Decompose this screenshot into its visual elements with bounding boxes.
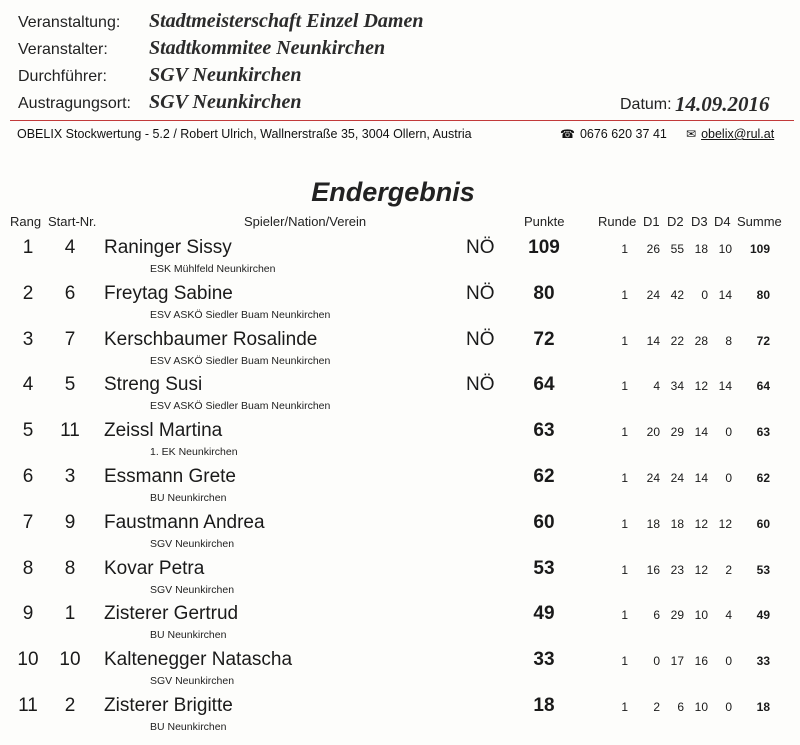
table-row bbox=[0, 325, 800, 371]
table-row bbox=[0, 416, 800, 462]
club-name: BU Neunkirchen bbox=[150, 492, 227, 504]
points-cell: 49 bbox=[533, 603, 555, 625]
rank-cell: 10 bbox=[17, 649, 39, 671]
total-cell: 80 bbox=[756, 287, 770, 302]
round-cell: 1 bbox=[621, 333, 628, 348]
rank-cell: 4 bbox=[22, 374, 34, 396]
player-name: Essmann Grete bbox=[104, 466, 236, 487]
points-cell: 18 bbox=[533, 695, 555, 716]
d2-cell: 34 bbox=[670, 379, 684, 394]
software-credit: OBELIX Stockwertung - 5.2 / Robert Ulrich, Wallnerstraße 35, 3004 Ollern, Austria bbox=[17, 127, 472, 141]
round-cell: 1 bbox=[621, 471, 628, 485]
d3-cell: 28 bbox=[694, 333, 708, 348]
d2-cell: 6 bbox=[677, 700, 684, 714]
total-cell: 49 bbox=[756, 608, 770, 623]
d4-cell: 14 bbox=[718, 379, 732, 394]
d1-cell: 14 bbox=[646, 333, 660, 348]
col-spieler: Spieler/Nation/Verein bbox=[244, 214, 367, 229]
col-d2: D2 bbox=[667, 214, 684, 229]
table-row bbox=[0, 554, 800, 600]
player-name: Zisterer Gertrud bbox=[104, 603, 239, 625]
points-cell: 80 bbox=[533, 282, 555, 304]
nation-cell: NÖ bbox=[466, 237, 495, 258]
d1-cell: 4 bbox=[653, 379, 660, 394]
d1-cell: 24 bbox=[646, 287, 660, 302]
round-cell: 1 bbox=[621, 562, 628, 577]
table-row bbox=[0, 462, 800, 508]
d2-cell: 18 bbox=[670, 516, 684, 531]
table-row bbox=[0, 691, 800, 737]
player-name: Raninger Sissy bbox=[104, 237, 232, 258]
points-cell: 62 bbox=[533, 466, 555, 487]
total-cell: 60 bbox=[756, 516, 770, 531]
rank-cell: 3 bbox=[22, 328, 34, 350]
col-rang: Rang bbox=[10, 214, 42, 229]
nation-cell: NÖ bbox=[466, 282, 495, 304]
table-row bbox=[0, 233, 800, 279]
d4-cell: 8 bbox=[725, 333, 732, 348]
d2-cell: 17 bbox=[670, 654, 684, 669]
total-cell: 64 bbox=[756, 379, 770, 394]
total-cell: 63 bbox=[756, 425, 770, 440]
d3-cell: 10 bbox=[694, 608, 708, 623]
points-cell: 60 bbox=[533, 511, 555, 533]
d1-cell: 20 bbox=[646, 425, 660, 440]
event-value: Stadtmeisterschaft Einzel Damen bbox=[149, 10, 424, 32]
player-name: Freytag Sabine bbox=[104, 282, 233, 304]
table-row bbox=[0, 645, 800, 691]
player-name: Faustmann Andrea bbox=[104, 511, 265, 533]
player-name: Kerschbaumer Rosalinde bbox=[104, 328, 318, 350]
points-cell: 53 bbox=[533, 557, 555, 579]
rank-cell: 2 bbox=[22, 282, 34, 304]
round-cell: 1 bbox=[621, 654, 628, 669]
player-name: Zeissl Martina bbox=[104, 420, 223, 442]
table-row bbox=[0, 279, 800, 325]
d1-cell: 26 bbox=[646, 242, 660, 256]
phone-number: 0676 620 37 41 bbox=[579, 127, 667, 141]
col-d3: D3 bbox=[691, 214, 708, 229]
points-cell: 72 bbox=[533, 328, 555, 350]
d2-cell: 22 bbox=[670, 333, 684, 348]
start-number-cell: 9 bbox=[64, 511, 76, 533]
rank-cell: 7 bbox=[22, 511, 34, 533]
d4-cell: 2 bbox=[725, 562, 732, 577]
d4-cell: 0 bbox=[725, 700, 732, 714]
d3-cell: 14 bbox=[694, 425, 708, 440]
executor-value: SGV Neunkirchen bbox=[149, 64, 302, 86]
d3-cell: 12 bbox=[694, 379, 708, 394]
round-cell: 1 bbox=[621, 379, 628, 394]
organizer-value: Stadtkommitee Neunkirchen bbox=[149, 37, 386, 59]
d3-cell: 0 bbox=[701, 287, 708, 302]
club-name: BU Neunkirchen bbox=[150, 629, 227, 642]
col-d4: D4 bbox=[714, 214, 731, 229]
total-cell: 33 bbox=[756, 654, 770, 669]
rank-cell: 9 bbox=[22, 603, 34, 625]
round-cell: 1 bbox=[621, 700, 628, 714]
phone-icon: ☎ bbox=[560, 127, 575, 141]
d4-cell: 10 bbox=[718, 242, 732, 256]
venue-value: SGV Neunkirchen bbox=[149, 91, 302, 113]
executor-label: Durchführer: bbox=[18, 68, 107, 85]
nation-cell: NÖ bbox=[466, 374, 495, 396]
start-number-cell: 8 bbox=[64, 557, 76, 579]
col-summe: Summe bbox=[737, 214, 782, 229]
rank-cell: 6 bbox=[22, 466, 34, 487]
d2-cell: 29 bbox=[670, 608, 684, 623]
phone-contact bbox=[560, 127, 667, 141]
d2-cell: 29 bbox=[670, 425, 684, 440]
player-name: Streng Susi bbox=[104, 374, 203, 396]
d2-cell: 23 bbox=[670, 562, 684, 577]
envelope-icon: ✉ bbox=[686, 127, 697, 141]
d2-cell: 24 bbox=[670, 471, 684, 485]
d3-cell: 14 bbox=[694, 471, 708, 485]
points-cell: 33 bbox=[533, 649, 555, 671]
rank-cell: 8 bbox=[22, 557, 34, 579]
d1-cell: 24 bbox=[646, 471, 660, 485]
player-name: Zisterer Brigitte bbox=[104, 695, 233, 716]
club-name: ESV ASKÖ Siedler Buam Neunkirchen bbox=[150, 400, 331, 413]
col-start: Start-Nr. bbox=[48, 214, 97, 229]
start-number-cell: 11 bbox=[60, 420, 80, 442]
total-cell: 72 bbox=[756, 333, 770, 348]
date-label: Datum: bbox=[620, 96, 672, 113]
d1-cell: 2 bbox=[653, 700, 660, 714]
rank-cell: 5 bbox=[22, 420, 34, 442]
round-cell: 1 bbox=[621, 425, 628, 440]
d4-cell: 0 bbox=[725, 425, 732, 440]
player-name: Kaltenegger Natascha bbox=[104, 649, 293, 671]
start-number-cell: 10 bbox=[59, 649, 81, 671]
round-cell: 1 bbox=[621, 516, 628, 531]
player-name: Kovar Petra bbox=[104, 557, 205, 579]
start-number-cell: 5 bbox=[64, 374, 76, 396]
venue-label: Austragungsort: bbox=[18, 95, 131, 112]
start-number-cell: 4 bbox=[64, 237, 76, 258]
d4-cell: 4 bbox=[725, 608, 732, 623]
col-d1: D1 bbox=[643, 214, 660, 229]
d4-cell: 0 bbox=[725, 471, 732, 485]
total-cell: 53 bbox=[756, 562, 770, 577]
table-row bbox=[0, 370, 800, 416]
d1-cell: 0 bbox=[653, 654, 660, 669]
date-value: 14.09.2016 bbox=[675, 92, 770, 116]
d4-cell: 0 bbox=[725, 654, 732, 669]
email-contact bbox=[686, 127, 774, 141]
round-cell: 1 bbox=[621, 242, 628, 256]
start-number-cell: 3 bbox=[64, 466, 76, 487]
round-cell: 1 bbox=[621, 608, 628, 623]
total-cell: 109 bbox=[749, 242, 770, 256]
nation-cell: NÖ bbox=[466, 328, 495, 350]
rank-cell: 11 bbox=[18, 695, 38, 716]
d3-cell: 12 bbox=[694, 516, 708, 531]
club-name: ESV ASKÖ Siedler Buam Neunkirchen bbox=[150, 308, 331, 321]
d4-cell: 12 bbox=[718, 516, 732, 531]
d1-cell: 16 bbox=[646, 562, 660, 577]
rank-cell: 1 bbox=[22, 237, 34, 258]
club-name: BU Neunkirchen bbox=[150, 721, 227, 733]
col-runde: Runde bbox=[598, 214, 637, 229]
start-number-cell: 2 bbox=[64, 695, 76, 716]
d2-cell: 55 bbox=[670, 242, 684, 256]
table-row bbox=[0, 508, 800, 554]
email-address: obelix@rul.at bbox=[701, 127, 775, 141]
d3-cell: 10 bbox=[694, 700, 708, 714]
d2-cell: 42 bbox=[670, 287, 684, 302]
start-number-cell: 6 bbox=[64, 282, 76, 304]
d1-cell: 18 bbox=[646, 516, 660, 531]
club-name: ESK Mühlfeld Neunkirchen bbox=[150, 263, 276, 275]
event-label: Veranstaltung: bbox=[18, 14, 121, 31]
points-cell: 64 bbox=[533, 374, 555, 396]
start-number-cell: 7 bbox=[64, 328, 76, 350]
club-name: SGV Neunkirchen bbox=[150, 583, 235, 596]
page-title: Endergebnis bbox=[311, 177, 475, 207]
points-cell: 63 bbox=[533, 420, 555, 442]
club-name: ESV ASKÖ Siedler Buam Neunkirchen bbox=[150, 354, 331, 367]
col-punkte: Punkte bbox=[524, 214, 565, 229]
total-cell: 62 bbox=[756, 471, 770, 485]
start-number-cell: 1 bbox=[64, 603, 76, 625]
table-row bbox=[0, 599, 800, 645]
club-name: SGV Neunkirchen bbox=[150, 675, 235, 688]
header-divider bbox=[10, 120, 794, 121]
d3-cell: 12 bbox=[694, 562, 708, 577]
d3-cell: 16 bbox=[694, 654, 708, 669]
total-cell: 18 bbox=[756, 700, 770, 714]
club-name: SGV Neunkirchen bbox=[150, 537, 235, 550]
d3-cell: 18 bbox=[694, 242, 708, 256]
organizer-label: Veranstalter: bbox=[18, 41, 108, 58]
club-name: 1. EK Neunkirchen bbox=[150, 446, 238, 459]
d4-cell: 14 bbox=[718, 287, 732, 302]
d1-cell: 6 bbox=[653, 608, 660, 623]
round-cell: 1 bbox=[621, 287, 628, 302]
points-cell: 109 bbox=[528, 237, 560, 258]
